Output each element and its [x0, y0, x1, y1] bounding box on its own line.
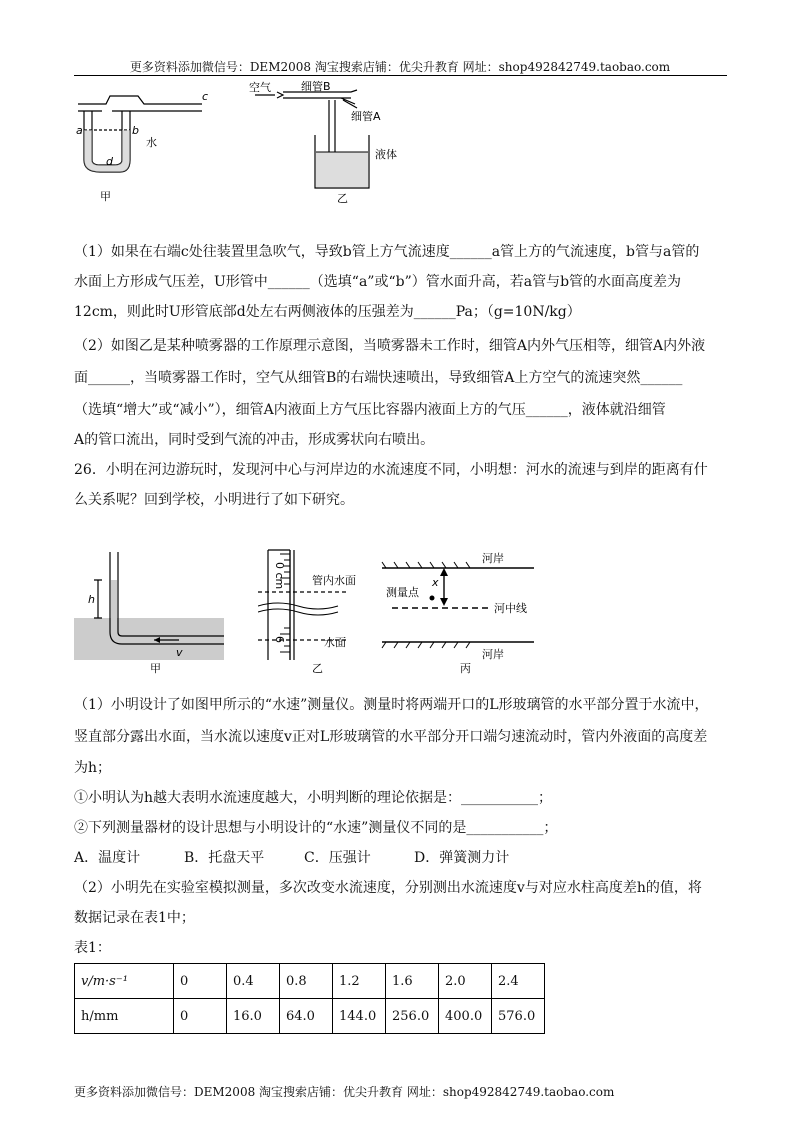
q25-p1-line2: 水面上方形成气压差，U形管中______（选填“a”或“b”）管水面升高，若a管与b管的水面高度差为: [74, 274, 682, 290]
table-cell: 0.4: [227, 964, 280, 999]
table-cell: 64.0: [280, 999, 333, 1034]
label-b: b: [132, 124, 139, 137]
table-cell: 0: [174, 964, 227, 999]
label-tube-b: 细管B: [301, 80, 331, 93]
figure-yi-sprayer: [245, 80, 415, 205]
table-cell: 2.0: [439, 964, 492, 999]
figure-q26-yi: [258, 548, 378, 678]
q25-p2-line1: （2）如图乙是某种喷雾器的工作原理示意图，当喷雾器未工作时，细管A内外气压相等，细管A内外液: [74, 338, 706, 354]
label-d: d: [106, 155, 113, 168]
label-center-line: 河中线: [494, 602, 527, 615]
label-c: c: [202, 90, 209, 103]
q26-p2-line2: 数据记录在表1中；: [74, 910, 195, 926]
q25-p2-line2: 面______，当喷雾器工作时，空气从细管B的右端快速喷出，导致细管A上方空气的流速突然______: [74, 370, 683, 386]
label-v: v: [176, 646, 183, 659]
label-a: a: [76, 124, 83, 137]
label-water: 水: [146, 136, 157, 149]
q25-p1-line3: 12cm，则此时U形管底部d处左右两侧液体的压强差为______Pa；（g=10N/kg）: [74, 304, 581, 320]
page-header: 更多资料添加微信号：DEM2008 淘宝搜索店铺：优尖升教育 网址：shop492842749.taobao.com: [129, 60, 671, 74]
figure-q26-bing: [378, 548, 548, 678]
table-cell: 2.4: [492, 964, 545, 999]
option-b: B．托盘天平: [184, 850, 265, 866]
figure-jia-u-tube: [74, 80, 214, 205]
header-rule: [74, 75, 727, 76]
table-cell: 16.0: [227, 999, 280, 1034]
label-bank-top: 河岸: [482, 552, 504, 565]
q26-subq2: ②下列测量器材的设计思想与小明设计的“水速”测量仪不同的是___________；: [74, 820, 558, 836]
q25-p2-line4: A的管口流出，同时受到气流的冲击，形成雾状向右喷出。: [74, 432, 435, 448]
label-x: x: [432, 576, 439, 589]
label-inner-water: 管内水面: [312, 574, 356, 587]
label-water-surface: 水面: [324, 636, 346, 649]
q26-intro-line1: 26．小明在河边游玩时，发现河中心与河岸边的水流速度不同，小明想：河水的流速与到岸的距离有什: [74, 462, 708, 478]
q26-p1-line3: 为h；: [74, 760, 112, 776]
table-cell: 1.2: [333, 964, 386, 999]
table-cell: 1.6: [386, 964, 439, 999]
table-cell: 576.0: [492, 999, 545, 1034]
label-h: h: [88, 593, 95, 606]
q25-p1-line1: （1）如果在右端c处往装置里急吹气，导致b管上方气流速度______a管上方的气流速度，b管与a管的: [74, 244, 700, 260]
option-d: D．弹簧测力计: [414, 850, 510, 866]
table-cell: 256.0: [386, 999, 439, 1034]
table-cell: v/m·s⁻¹: [75, 964, 174, 999]
q26-intro-line2: 么关系呢？回到学校，小明进行了如下研究。: [74, 492, 354, 508]
table-cell: 0: [174, 999, 227, 1034]
caption-q26-jia: 甲: [150, 662, 161, 675]
page-footer: 更多资料添加微信号：DEM2008 淘宝搜索店铺：优尖升教育 网址：shop492842749.taobao.com: [74, 1085, 615, 1099]
caption-q26-bing: 丙: [460, 662, 471, 675]
scale-bottom-label: 6: [273, 636, 286, 643]
table-caption: 表1：: [74, 940, 111, 956]
q25-p2-line3: （选填“增大”或“减小”），细管A内液面上方气压比容器内液面上方的气压______，液体就沿细管: [74, 402, 666, 418]
label-air: 空气: [249, 81, 271, 94]
caption-q26-yi: 乙: [312, 662, 323, 675]
q26-subq1: ①小明认为h越大表明水流速度越大，小明判断的理论依据是：___________；: [74, 790, 553, 806]
label-liquid: 液体: [375, 148, 397, 161]
table-cell: 0.8: [280, 964, 333, 999]
table-cell: 400.0: [439, 999, 492, 1034]
label-measure-point: 测量点: [386, 586, 419, 599]
q26-p1-line2: 竖直部分露出水面，当水流以速度v正对L形玻璃管的水平部分开口端匀速流动时，管内外液面的高度差: [74, 729, 708, 745]
table-cell: 144.0: [333, 999, 386, 1034]
table-row: [75, 999, 545, 1034]
q26-options: [74, 843, 734, 873]
table-row: [75, 964, 545, 999]
table-cell: h/mm: [75, 999, 174, 1034]
data-table: [74, 963, 545, 1034]
q26-p2-line1: （2）小明先在实验室模拟测量，多次改变水流速度，分别测出水流速度v与对应水柱高度差h的值，将: [74, 880, 702, 896]
option-a: A．温度计: [74, 850, 141, 866]
option-c: C．压强计: [304, 850, 371, 866]
figure-q26-jia: [74, 548, 234, 678]
caption-jia: 甲: [100, 190, 111, 203]
scale-top-label: 0 cm: [273, 562, 286, 590]
q26-p1-line1: （1）小明设计了如图甲所示的“水速”测量仪。测量时将两端开口的L形玻璃管的水平部分置于水流中，: [74, 697, 709, 713]
label-bank-bottom: 河岸: [482, 648, 504, 661]
caption-yi: 乙: [337, 192, 348, 205]
label-tube-a: 细管A: [351, 110, 381, 123]
